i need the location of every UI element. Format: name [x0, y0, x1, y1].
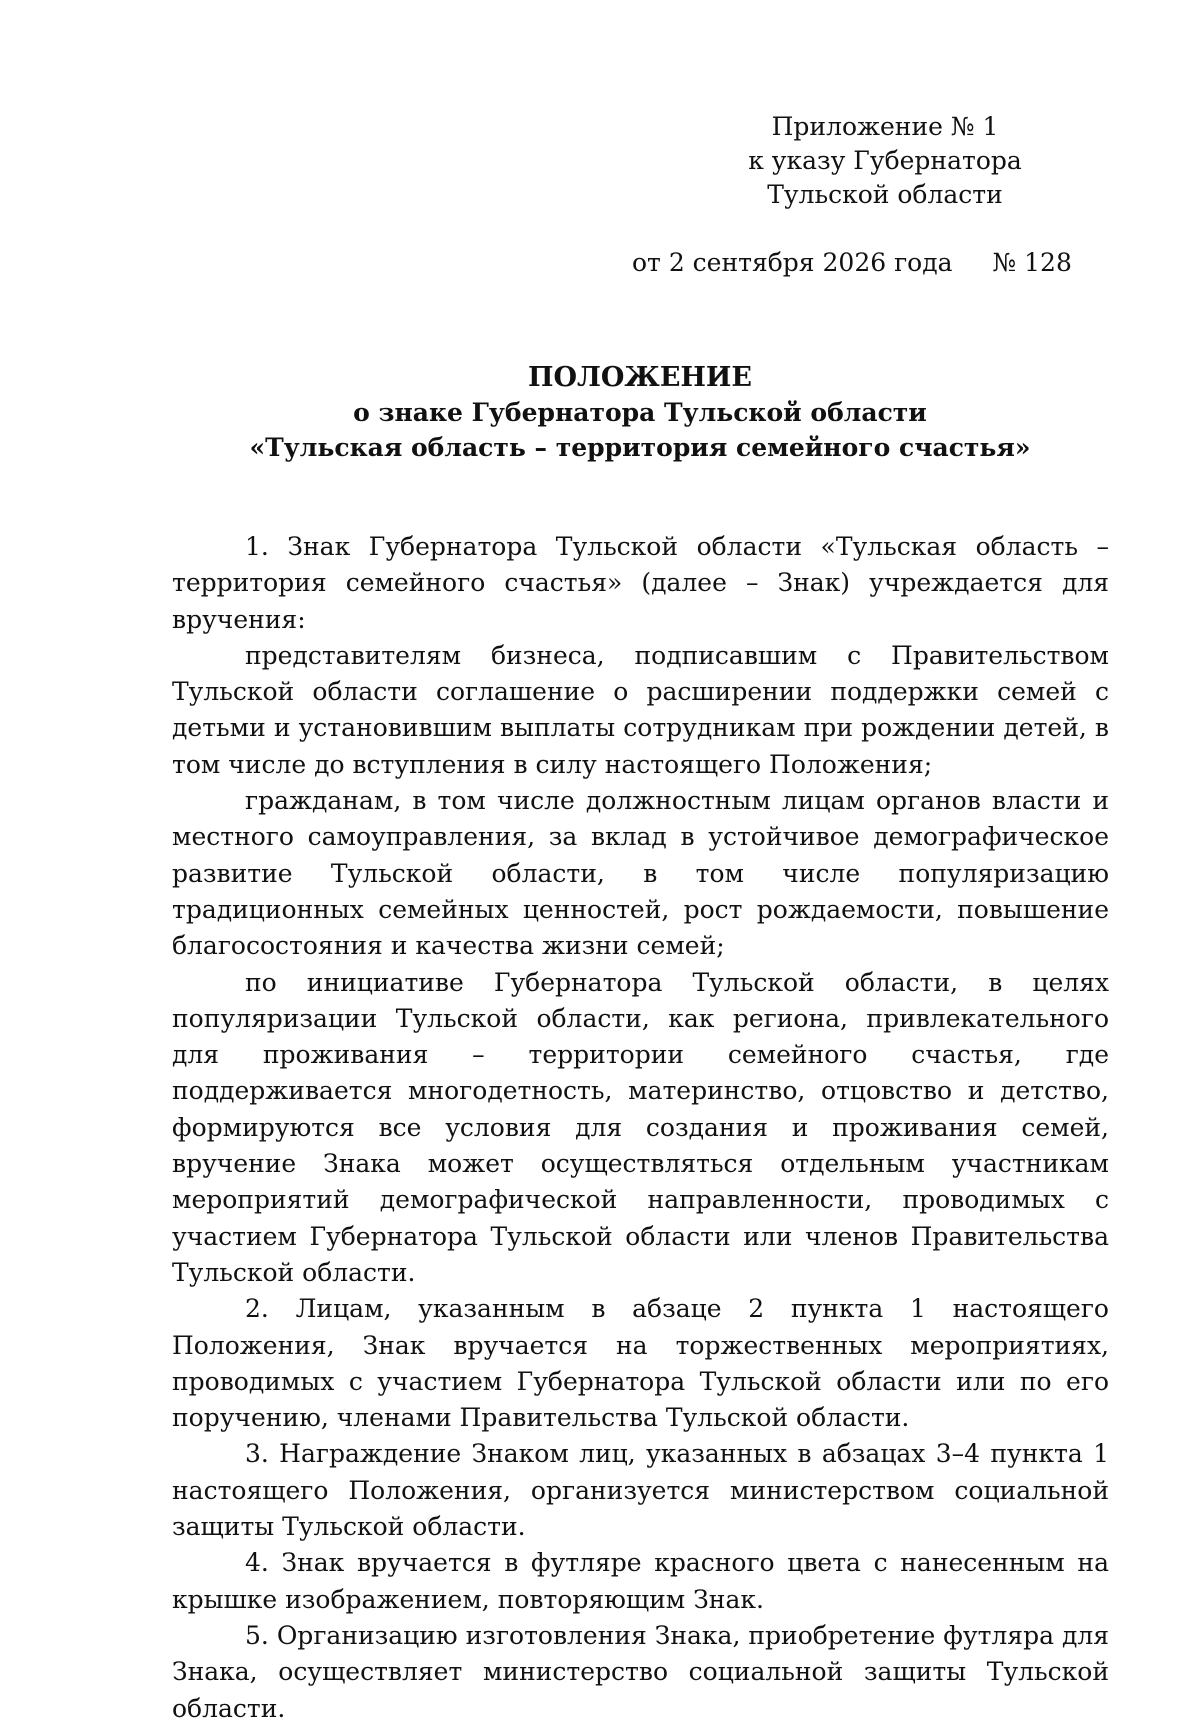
paragraph-4: 4. Знак вручается в футляре красного цвета с нанесенным на крышке изображением, повторяющим Знак. — [172, 1548, 1109, 1614]
paragraph-1-initiative: по инициативе Губернатора Тульской области, в целях популяризации Тульской области, как региона, привлекательного для проживания – территории семейного счастья, где поддерживается многодетность, материнство, отцовство и детство, формируются все условия для создания и проживания семей, вручение Знака может осуществляться отдельным участникам мероприятий демографической направленности, проводимых с участием Губернатора Тульской области или членов Правительства Тульской области. — [172, 967, 1109, 1287]
title-subtitle-2: «Тульская область – территория семейного счастья» — [249, 433, 1031, 462]
decree-number: № 128 — [992, 248, 1072, 277]
title-main: ПОЛОЖЕНИЕ — [527, 362, 752, 393]
appendix-line-region: Тульской области — [767, 180, 1003, 209]
decree-date: от 2 сентября 2026 года — [632, 248, 953, 277]
paragraph-1: 1. Знак Губернатора Тульской области «Тульская область – территория семейного счастья» (далее – Знак) учреждается для вручения: — [172, 532, 1109, 634]
paragraph-1-business: представителям бизнеса, подписавшим с Правительством Тульской области соглашение о расширении поддержки семей с детьми и установившим выплаты сотрудникам при рождении детей, в том числе до вступления в силу настоящего Положения; — [172, 640, 1109, 779]
paragraph-1-citizens: гражданам, в том числе должностным лицам органов власти и местного самоуправления, за вклад в устойчивое демографическое развитие Тульской области, в том числе популяризацию традиционных семейных ценностей, рост рождаемости, повышение благосостояния и качества жизни семей; — [172, 786, 1109, 961]
appendix-line-decree: к указу Губернатора — [748, 146, 1022, 175]
paragraph-3: 3. Награждение Знаком лиц, указанных в абзацах 3–4 пункта 1 настоящего Положения, организуется министерством социальной защиты Тульской области. — [172, 1439, 1109, 1542]
paragraph-2: 2. Лицам, указанным в абзаце 2 пункта 1 настоящего Положения, Знак вручается на торжественных мероприятиях, проводимых с участием Губернатора Тульской области или по его поручению, членами Правительства Тульской области. — [172, 1294, 1109, 1433]
document-title — [170, 360, 1110, 465]
decree-date-line — [632, 246, 1072, 280]
paragraph-5: 5. Организацию изготовления Знака, приобретение футляра для Знака, осуществляет министерство социальной защиты Тульской области. — [172, 1620, 1109, 1723]
appendix-line-number: Приложение № 1 — [771, 112, 999, 141]
appendix-header — [735, 110, 1035, 212]
document-body — [172, 529, 1109, 1727]
title-subtitle-1: о знаке Губернатора Тульской области — [353, 398, 927, 427]
